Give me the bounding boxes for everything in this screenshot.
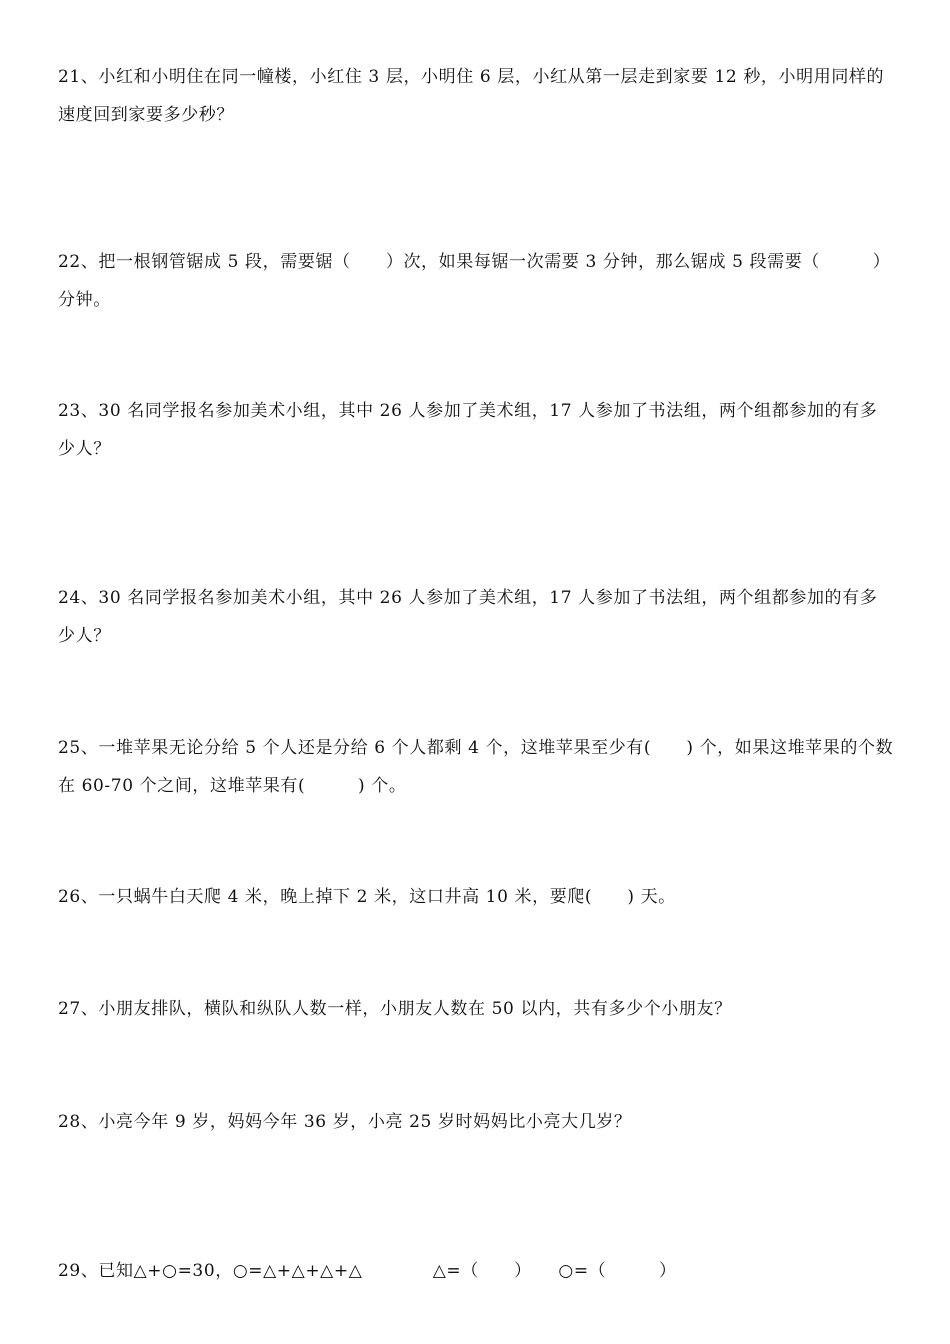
question-27: 27、小朋友排队，横队和纵队人数一样，小朋友人数在 50 以内，共有多少个小朋友？ — [58, 999, 732, 1019]
question-25: 25、一堆苹果无论分给 5 个人还是分给 6 个人都剩 4 个，这堆苹果至少有( ) 个，如果这堆苹果的个数在 60-70 个之间，这堆苹果有( ) 个。 — [58, 738, 894, 796]
question-22: 22、把一根钢管锯成 5 段，需要锯（ ）次，如果每锯一次需要 3 分钟，那么锯成 5 段需要（ ）分钟。 — [58, 252, 891, 310]
question-21: 21、小红和小明住在同一幢楼，小红住 3 层，小明住 6 层，小红从第一层走到家要 12 秒，小明用同样的速度回到家要多少秒？ — [58, 67, 885, 125]
question-23: 23、30 名同学报名参加美术小组，其中 26 人参加了美术组，17 人参加了书法组，两个组都参加的有多少人？ — [58, 401, 878, 459]
question-24: 24、30 名同学报名参加美术小组，其中 26 人参加了美术组，17 人参加了书法组，两个组都参加的有多少人？ — [58, 588, 878, 646]
question-28: 28、小亮今年 9 岁，妈妈今年 36 岁，小亮 25 岁时妈妈比小亮大几岁？ — [58, 1112, 632, 1132]
question-29: 29、已知△+○=30，○=△+△+△+△ △=（ ） ○=（ ） — [58, 1261, 677, 1281]
question-26: 26、一只蜗牛白天爬 4 米，晚上掉下 2 米，这口井高 10 米，要爬( ) 天。 — [58, 887, 676, 907]
